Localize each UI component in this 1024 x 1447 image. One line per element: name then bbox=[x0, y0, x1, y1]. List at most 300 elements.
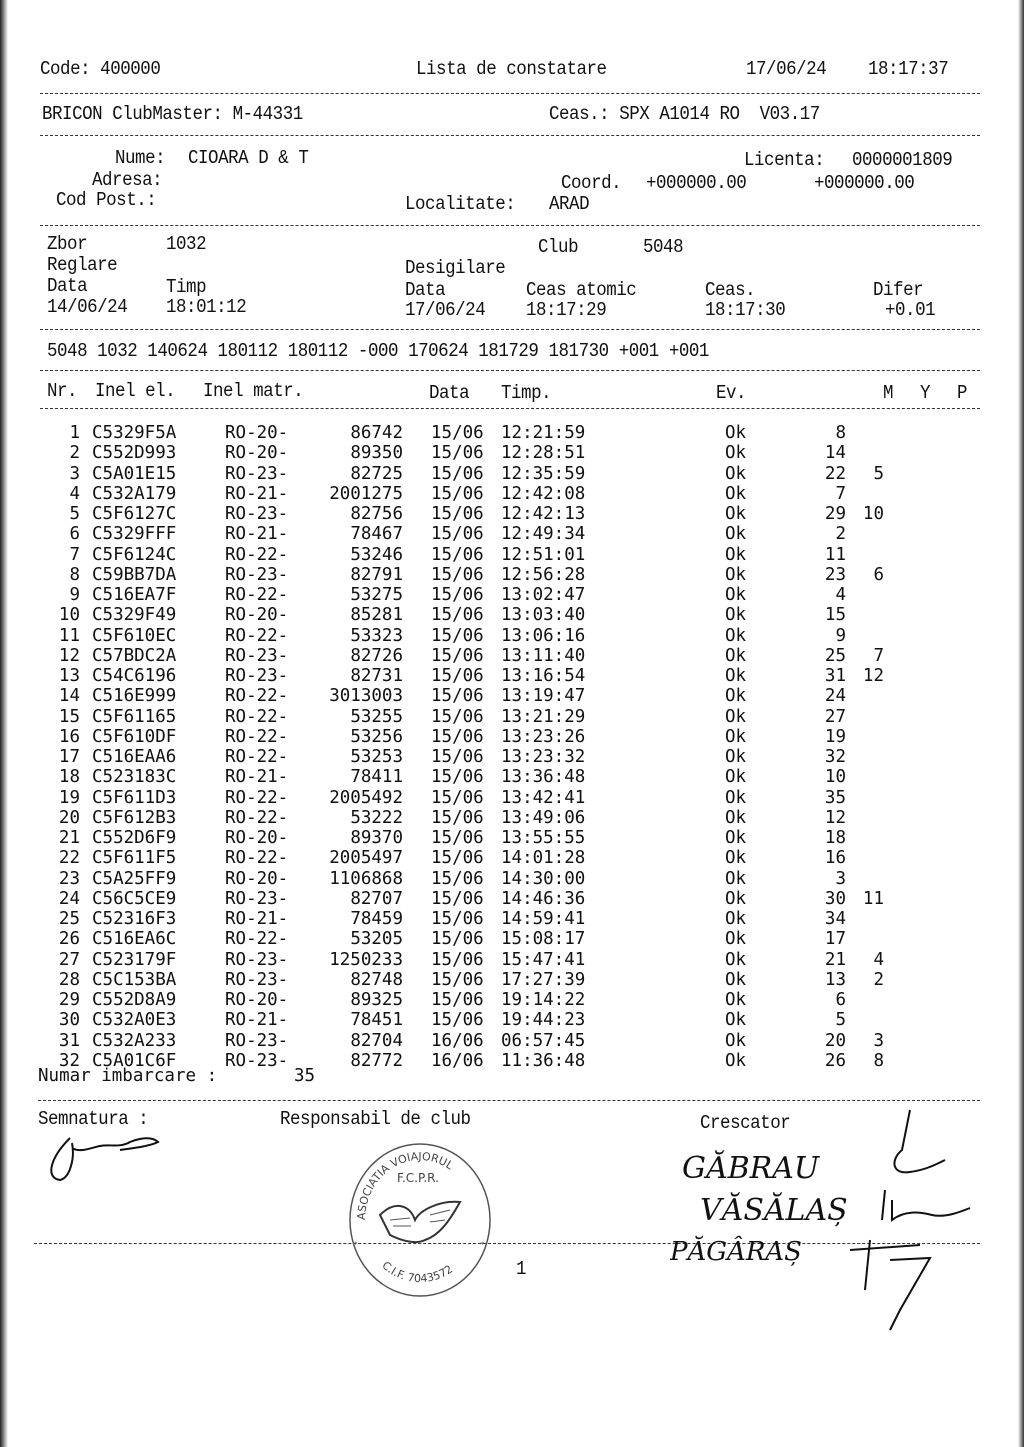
cell-inel-matr: 89325 bbox=[350, 990, 403, 1010]
cell-ring-prefix: RO-21- bbox=[225, 909, 289, 929]
cell-ring-prefix: RO-21- bbox=[225, 1010, 289, 1030]
cell-timp: 19:14:22 bbox=[501, 990, 586, 1010]
cell-nr: 27 bbox=[58, 950, 80, 970]
crescator-signatures-icon bbox=[670, 1100, 1000, 1340]
cell-inel-el: C5C153BA bbox=[92, 970, 177, 990]
cell-inel-matr: 78467 bbox=[350, 524, 403, 544]
cell-ev: Ok bbox=[725, 464, 747, 484]
cell-ring-prefix: RO-20- bbox=[225, 443, 289, 463]
cell-nr: 25 bbox=[58, 909, 80, 929]
cell-inel-matr: 53323 bbox=[350, 626, 403, 646]
cell-inel-matr: 82707 bbox=[350, 889, 403, 909]
cell-m: 22 bbox=[824, 464, 846, 484]
reglare-data-label: Data bbox=[47, 275, 88, 297]
cell-data: 15/06 bbox=[431, 889, 484, 909]
cell-inel-matr: 53256 bbox=[350, 727, 403, 747]
cell-timp: 12:35:59 bbox=[501, 464, 586, 484]
cell-timp: 13:02:47 bbox=[501, 585, 586, 605]
cell-ev: Ok bbox=[725, 1010, 747, 1030]
cell-ev: Ok bbox=[725, 545, 747, 565]
cell-ev: Ok bbox=[725, 848, 747, 868]
cell-ev: Ok bbox=[725, 747, 747, 767]
cell-y: 8 bbox=[873, 1051, 884, 1071]
cell-ev: Ok bbox=[725, 808, 747, 828]
cell-data: 15/06 bbox=[431, 443, 484, 463]
cell-ring-prefix: RO-22- bbox=[225, 626, 289, 646]
cell-ev: Ok bbox=[725, 666, 747, 686]
cell-y: 4 bbox=[873, 950, 884, 970]
cell-nr: 3 bbox=[69, 464, 80, 484]
cell-inel-matr: 53205 bbox=[350, 929, 403, 949]
cell-data: 15/06 bbox=[431, 848, 484, 868]
table-row bbox=[0, 808, 1024, 828]
cell-y: 11 bbox=[862, 889, 884, 909]
cell-inel-el: C532A179 bbox=[92, 484, 177, 504]
ceas-atomic-label: Ceas atomic bbox=[526, 279, 637, 301]
cell-ev: Ok bbox=[725, 990, 747, 1010]
cell-nr: 23 bbox=[58, 869, 80, 889]
print-date: 17/06/24 bbox=[746, 58, 827, 80]
cell-nr: 15 bbox=[58, 707, 80, 727]
cell-inel-el: C552D6F9 bbox=[92, 828, 177, 848]
cell-inel-el: C5F61165 bbox=[92, 707, 177, 727]
cell-ev: Ok bbox=[725, 565, 747, 585]
cell-inel-matr: 78451 bbox=[350, 1010, 403, 1030]
cell-timp: 12:56:28 bbox=[501, 565, 586, 585]
cell-ev: Ok bbox=[725, 423, 747, 443]
cell-data: 15/06 bbox=[431, 990, 484, 1010]
cell-inel-matr: 82731 bbox=[350, 666, 403, 686]
cell-nr: 20 bbox=[58, 808, 80, 828]
cell-timp: 12:49:34 bbox=[501, 524, 586, 544]
cell-ev: Ok bbox=[725, 504, 747, 524]
encoded-summary-line: 5048 1032 140624 180112 180112 -000 170624 181729 181730 +001 +001 bbox=[47, 340, 709, 362]
cell-y: 12 bbox=[862, 666, 884, 686]
table-row bbox=[0, 626, 1024, 646]
cell-ring-prefix: RO-23- bbox=[225, 950, 289, 970]
cell-inel-matr: 53246 bbox=[350, 545, 403, 565]
divider bbox=[40, 408, 980, 409]
table-row bbox=[0, 788, 1024, 808]
table-row bbox=[0, 605, 1024, 625]
cell-ring-prefix: RO-23- bbox=[225, 565, 289, 585]
cell-inel-matr: 82725 bbox=[350, 464, 403, 484]
cell-ring-prefix: RO-23- bbox=[225, 1051, 289, 1071]
cell-timp: 11:36:48 bbox=[501, 1051, 586, 1071]
cell-inel-el: C5A01E15 bbox=[92, 464, 177, 484]
cell-ring-prefix: RO-22- bbox=[225, 727, 289, 747]
cell-timp: 13:06:16 bbox=[501, 626, 586, 646]
cell-ev: Ok bbox=[725, 869, 747, 889]
divider bbox=[40, 329, 980, 330]
cell-nr: 1 bbox=[69, 423, 80, 443]
localitate-value: ARAD bbox=[549, 193, 590, 215]
table-row bbox=[0, 950, 1024, 970]
table-row bbox=[0, 504, 1024, 524]
cell-inel-matr: 2005492 bbox=[329, 788, 403, 808]
desig-ceas-atomic: 18:17:29 bbox=[526, 299, 607, 321]
cell-inel-matr: 82791 bbox=[350, 565, 403, 585]
zbor-label: Zbor bbox=[47, 233, 88, 255]
club-label: Club bbox=[538, 236, 579, 258]
cell-data: 15/06 bbox=[431, 950, 484, 970]
cell-timp: 19:44:23 bbox=[501, 1010, 586, 1030]
cell-ring-prefix: RO-23- bbox=[225, 464, 289, 484]
cell-y: 10 bbox=[862, 504, 884, 524]
licenta-value: 0000001809 bbox=[852, 149, 953, 171]
handwritten-name-1: GĂBRAU bbox=[682, 1151, 820, 1186]
cell-timp: 13:49:06 bbox=[501, 808, 586, 828]
cell-timp: 13:03:40 bbox=[501, 605, 586, 625]
cell-data: 15/06 bbox=[431, 727, 484, 747]
table-row bbox=[0, 747, 1024, 767]
cell-inel-matr: 53275 bbox=[350, 585, 403, 605]
cell-y: 7 bbox=[873, 646, 884, 666]
cell-m: 14 bbox=[824, 443, 846, 463]
codpost-label: Cod Post.: bbox=[56, 189, 157, 211]
cell-timp: 13:23:32 bbox=[501, 747, 586, 767]
cell-ev: Ok bbox=[725, 1031, 747, 1051]
cell-inel-el: C5F612B3 bbox=[92, 808, 177, 828]
cell-inel-matr: 82756 bbox=[350, 504, 403, 524]
cell-timp: 12:21:59 bbox=[501, 423, 586, 443]
table-row bbox=[0, 767, 1024, 787]
cell-ev: Ok bbox=[725, 788, 747, 808]
col-inel-matr: Inel matr. bbox=[203, 380, 304, 402]
cell-inel-el: C532A233 bbox=[92, 1031, 177, 1051]
cell-inel-el: C523183C bbox=[92, 767, 177, 787]
col-timp: Timp. bbox=[501, 382, 552, 404]
cell-timp: 14:30:00 bbox=[501, 869, 586, 889]
cell-inel-matr: 86742 bbox=[350, 423, 403, 443]
cell-nr: 17 bbox=[58, 747, 80, 767]
stamp-top-text: ASOCIATIA VOIAJORUL bbox=[354, 1149, 456, 1221]
cell-inel-el: C516E999 bbox=[92, 686, 177, 706]
cell-data: 15/06 bbox=[431, 707, 484, 727]
cell-m: 26 bbox=[824, 1051, 846, 1071]
signature-semnatura-icon bbox=[40, 1128, 170, 1188]
cell-m: 4 bbox=[835, 585, 846, 605]
cell-inel-el: C56C5CE9 bbox=[92, 889, 177, 909]
cell-inel-el: C552D8A9 bbox=[92, 990, 177, 1010]
cell-data: 15/06 bbox=[431, 464, 484, 484]
desig-ceas: 18:17:30 bbox=[705, 299, 786, 321]
stamp-bottom-text: C.I.F. 7043572 bbox=[379, 1258, 456, 1286]
cell-ring-prefix: RO-20- bbox=[225, 828, 289, 848]
cell-inel-el: C59BB7DA bbox=[92, 565, 177, 585]
cell-m: 20 bbox=[824, 1031, 846, 1051]
cell-m: 6 bbox=[835, 990, 846, 1010]
cell-timp: 15:47:41 bbox=[501, 950, 586, 970]
cell-inel-el: C516EA7F bbox=[92, 585, 177, 605]
cell-inel-el: C5329F5A bbox=[92, 423, 177, 443]
cell-data: 15/06 bbox=[431, 504, 484, 524]
svg-text:*: * bbox=[353, 1240, 358, 1250]
cell-inel-matr: 2001275 bbox=[329, 484, 403, 504]
coord-label: Coord. bbox=[561, 172, 622, 194]
cell-ring-prefix: RO-20- bbox=[225, 423, 289, 443]
cell-ring-prefix: RO-21- bbox=[225, 767, 289, 787]
cell-nr: 5 bbox=[69, 504, 80, 524]
desig-data-label: Data bbox=[405, 279, 446, 301]
zbor-value: 1032 bbox=[166, 233, 207, 255]
cell-ring-prefix: RO-20- bbox=[225, 605, 289, 625]
col-ev: Ev. bbox=[716, 382, 747, 404]
cell-data: 15/06 bbox=[431, 666, 484, 686]
cell-m: 16 bbox=[824, 848, 846, 868]
nume-label: Nume: bbox=[115, 147, 166, 169]
reglare-timp: 18:01:12 bbox=[166, 296, 247, 318]
cell-ring-prefix: RO-23- bbox=[225, 1031, 289, 1051]
numar-imbarcare-label: Numar imbarcare : bbox=[38, 1066, 218, 1086]
divider bbox=[40, 135, 980, 136]
cell-inel-el: C532A0E3 bbox=[92, 1010, 177, 1030]
cell-data: 16/06 bbox=[431, 1031, 484, 1051]
cell-ring-prefix: RO-22- bbox=[225, 545, 289, 565]
reglare-data: 14/06/24 bbox=[47, 296, 128, 318]
cell-inel-el: C5A25FF9 bbox=[92, 869, 177, 889]
cell-data: 15/06 bbox=[431, 1010, 484, 1030]
cell-nr: 9 bbox=[69, 585, 80, 605]
cell-inel-matr: 1250233 bbox=[329, 950, 403, 970]
stamp-mid-text: F.C.P.R. bbox=[397, 1171, 439, 1185]
cell-nr: 14 bbox=[58, 686, 80, 706]
code-label: Code: 400000 bbox=[40, 58, 161, 80]
table-row bbox=[0, 707, 1024, 727]
cell-nr: 29 bbox=[58, 990, 80, 1010]
col-nr: Nr. bbox=[47, 380, 78, 402]
cell-inel-el: C52316F3 bbox=[92, 909, 177, 929]
cell-ev: Ok bbox=[725, 484, 747, 504]
numar-imbarcare-value: 35 bbox=[294, 1066, 316, 1086]
cell-ring-prefix: RO-22- bbox=[225, 788, 289, 808]
cell-data: 15/06 bbox=[431, 626, 484, 646]
cell-ring-prefix: RO-23- bbox=[225, 666, 289, 686]
table-row bbox=[0, 1031, 1024, 1051]
cell-m: 17 bbox=[824, 929, 846, 949]
cell-m: 13 bbox=[824, 970, 846, 990]
cell-m: 27 bbox=[824, 707, 846, 727]
cell-ev: Ok bbox=[725, 767, 747, 787]
cell-y: 6 bbox=[873, 565, 884, 585]
cell-m: 7 bbox=[835, 484, 846, 504]
table-row bbox=[0, 970, 1024, 990]
cell-inel-matr: 89350 bbox=[350, 443, 403, 463]
table-row bbox=[0, 443, 1024, 463]
cell-m: 23 bbox=[824, 565, 846, 585]
adresa-label: Adresa: bbox=[92, 169, 163, 191]
cell-ev: Ok bbox=[725, 929, 747, 949]
col-m: M bbox=[883, 382, 894, 404]
cell-timp: 13:21:29 bbox=[501, 707, 586, 727]
cell-m: 3 bbox=[835, 869, 846, 889]
cell-timp: 12:42:08 bbox=[501, 484, 586, 504]
cell-nr: 26 bbox=[58, 929, 80, 949]
cell-timp: 17:27:39 bbox=[501, 970, 586, 990]
cell-inel-matr: 53255 bbox=[350, 707, 403, 727]
cell-timp: 13:16:54 bbox=[501, 666, 586, 686]
cell-ring-prefix: RO-23- bbox=[225, 889, 289, 909]
localitate-label: Localitate: bbox=[405, 193, 516, 215]
table-row bbox=[0, 565, 1024, 585]
table-row bbox=[0, 727, 1024, 747]
cell-data: 15/06 bbox=[431, 869, 484, 889]
cell-timp: 15:08:17 bbox=[501, 929, 586, 949]
cell-data: 15/06 bbox=[431, 686, 484, 706]
table-row bbox=[0, 545, 1024, 565]
cell-ring-prefix: RO-20- bbox=[225, 869, 289, 889]
table-row bbox=[0, 909, 1024, 929]
cell-nr: 31 bbox=[58, 1031, 80, 1051]
svg-text:*: * bbox=[480, 1240, 485, 1250]
cell-m: 5 bbox=[835, 1010, 846, 1030]
cell-inel-matr: 78459 bbox=[350, 909, 403, 929]
cell-inel-el: C5F611F5 bbox=[92, 848, 177, 868]
col-p: P bbox=[957, 382, 968, 404]
club-stamp-icon bbox=[345, 1140, 495, 1300]
table-row bbox=[0, 1010, 1024, 1030]
cell-ev: Ok bbox=[725, 686, 747, 706]
cell-data: 15/06 bbox=[431, 909, 484, 929]
cell-ring-prefix: RO-21- bbox=[225, 524, 289, 544]
cell-m: 21 bbox=[824, 950, 846, 970]
cell-timp: 13:42:41 bbox=[501, 788, 586, 808]
cell-inel-matr: 82704 bbox=[350, 1031, 403, 1051]
cell-data: 15/06 bbox=[431, 788, 484, 808]
cell-data: 15/06 bbox=[431, 808, 484, 828]
cell-timp: 13:36:48 bbox=[501, 767, 586, 787]
cell-ring-prefix: RO-21- bbox=[225, 484, 289, 504]
owner-name: CIOARA D & T bbox=[188, 147, 309, 169]
clock-id: Ceas.: SPX A1014 RO V03.17 bbox=[549, 103, 820, 125]
cell-timp: 06:57:45 bbox=[501, 1031, 586, 1051]
cell-nr: 7 bbox=[69, 545, 80, 565]
cell-y: 5 bbox=[873, 464, 884, 484]
desig-data: 17/06/24 bbox=[405, 299, 486, 321]
cell-ev: Ok bbox=[725, 646, 747, 666]
cell-data: 15/06 bbox=[431, 970, 484, 990]
cell-data: 15/06 bbox=[431, 767, 484, 787]
cell-timp: 14:46:36 bbox=[501, 889, 586, 909]
cell-timp: 13:11:40 bbox=[501, 646, 586, 666]
cell-ev: Ok bbox=[725, 909, 747, 929]
cell-nr: 8 bbox=[69, 565, 80, 585]
table-row bbox=[0, 646, 1024, 666]
cell-inel-matr: 3013003 bbox=[329, 686, 403, 706]
cell-inel-matr: 2005497 bbox=[329, 848, 403, 868]
cell-ring-prefix: RO-22- bbox=[225, 848, 289, 868]
cell-nr: 32 bbox=[58, 1051, 80, 1071]
cell-ev: Ok bbox=[725, 889, 747, 909]
table-row bbox=[0, 464, 1024, 484]
cell-nr: 6 bbox=[69, 524, 80, 544]
cell-inel-el: C516EAA6 bbox=[92, 747, 177, 767]
cell-inel-matr: 82772 bbox=[350, 1051, 403, 1071]
cell-data: 15/06 bbox=[431, 828, 484, 848]
cell-y: 3 bbox=[873, 1031, 884, 1051]
cell-inel-matr: 53222 bbox=[350, 808, 403, 828]
cell-ev: Ok bbox=[725, 950, 747, 970]
table-row bbox=[0, 889, 1024, 909]
page-number: 1 bbox=[516, 1258, 527, 1280]
cell-ring-prefix: RO-23- bbox=[225, 646, 289, 666]
cell-m: 35 bbox=[824, 788, 846, 808]
cell-m: 11 bbox=[824, 545, 846, 565]
cell-timp: 13:55:55 bbox=[501, 828, 586, 848]
col-y: Y bbox=[920, 382, 931, 404]
cell-timp: 14:01:28 bbox=[501, 848, 586, 868]
cell-inel-el: C5F610EC bbox=[92, 626, 177, 646]
cell-inel-el: C516EA6C bbox=[92, 929, 177, 949]
cell-nr: 18 bbox=[58, 767, 80, 787]
cell-ev: Ok bbox=[725, 828, 747, 848]
table-row bbox=[0, 929, 1024, 949]
cell-data: 15/06 bbox=[431, 929, 484, 949]
table-row bbox=[0, 524, 1024, 544]
cell-ring-prefix: RO-22- bbox=[225, 585, 289, 605]
responsabil-label: Responsabil de club bbox=[280, 1108, 471, 1130]
cell-nr: 22 bbox=[58, 848, 80, 868]
cell-nr: 24 bbox=[58, 889, 80, 909]
reglare-timp-label: Timp bbox=[166, 276, 207, 298]
col-data: Data bbox=[429, 382, 470, 404]
cell-inel-matr: 1106868 bbox=[329, 869, 403, 889]
cell-ring-prefix: RO-22- bbox=[225, 686, 289, 706]
cell-inel-el: C5F611D3 bbox=[92, 788, 177, 808]
semnatura-label: Semnatura : bbox=[38, 1108, 149, 1130]
cell-data: 15/06 bbox=[431, 585, 484, 605]
cell-nr: 30 bbox=[58, 1010, 80, 1030]
cell-ring-prefix: RO-23- bbox=[225, 970, 289, 990]
cell-inel-el: C5F6124C bbox=[92, 545, 177, 565]
cell-inel-matr: 82726 bbox=[350, 646, 403, 666]
cell-timp: 13:19:47 bbox=[501, 686, 586, 706]
difer-value: +0.01 bbox=[885, 299, 936, 321]
table-row bbox=[0, 423, 1024, 443]
reglare-label: Reglare bbox=[47, 254, 118, 276]
cell-ev: Ok bbox=[725, 727, 747, 747]
table-row bbox=[0, 848, 1024, 868]
club-value: 5048 bbox=[643, 236, 684, 258]
cell-inel-matr: 78411 bbox=[350, 767, 403, 787]
cell-inel-el: C5329FFF bbox=[92, 524, 177, 544]
coord-lon: +000000.00 bbox=[814, 172, 915, 194]
cell-inel-el: C552D993 bbox=[92, 443, 177, 463]
handwritten-name-2: VĂSĂLAȘ bbox=[700, 1193, 848, 1228]
cell-timp: 12:51:01 bbox=[501, 545, 586, 565]
cell-data: 15/06 bbox=[431, 524, 484, 544]
cell-timp: 14:59:41 bbox=[501, 909, 586, 929]
cell-nr: 11 bbox=[58, 626, 80, 646]
cell-data: 15/06 bbox=[431, 565, 484, 585]
cell-data: 16/06 bbox=[431, 1051, 484, 1071]
cell-inel-matr: 82748 bbox=[350, 970, 403, 990]
cell-nr: 28 bbox=[58, 970, 80, 990]
cell-m: 29 bbox=[824, 504, 846, 524]
cell-m: 12 bbox=[824, 808, 846, 828]
cell-ev: Ok bbox=[725, 443, 747, 463]
cell-timp: 13:23:26 bbox=[501, 727, 586, 747]
cell-m: 18 bbox=[824, 828, 846, 848]
cell-ev: Ok bbox=[725, 970, 747, 990]
cell-inel-el: C523179F bbox=[92, 950, 177, 970]
cell-nr: 4 bbox=[69, 484, 80, 504]
cell-inel-el: C5A01C6F bbox=[92, 1051, 177, 1071]
cell-data: 15/06 bbox=[431, 747, 484, 767]
table-row bbox=[0, 585, 1024, 605]
cell-m: 24 bbox=[824, 686, 846, 706]
cell-m: 19 bbox=[824, 727, 846, 747]
